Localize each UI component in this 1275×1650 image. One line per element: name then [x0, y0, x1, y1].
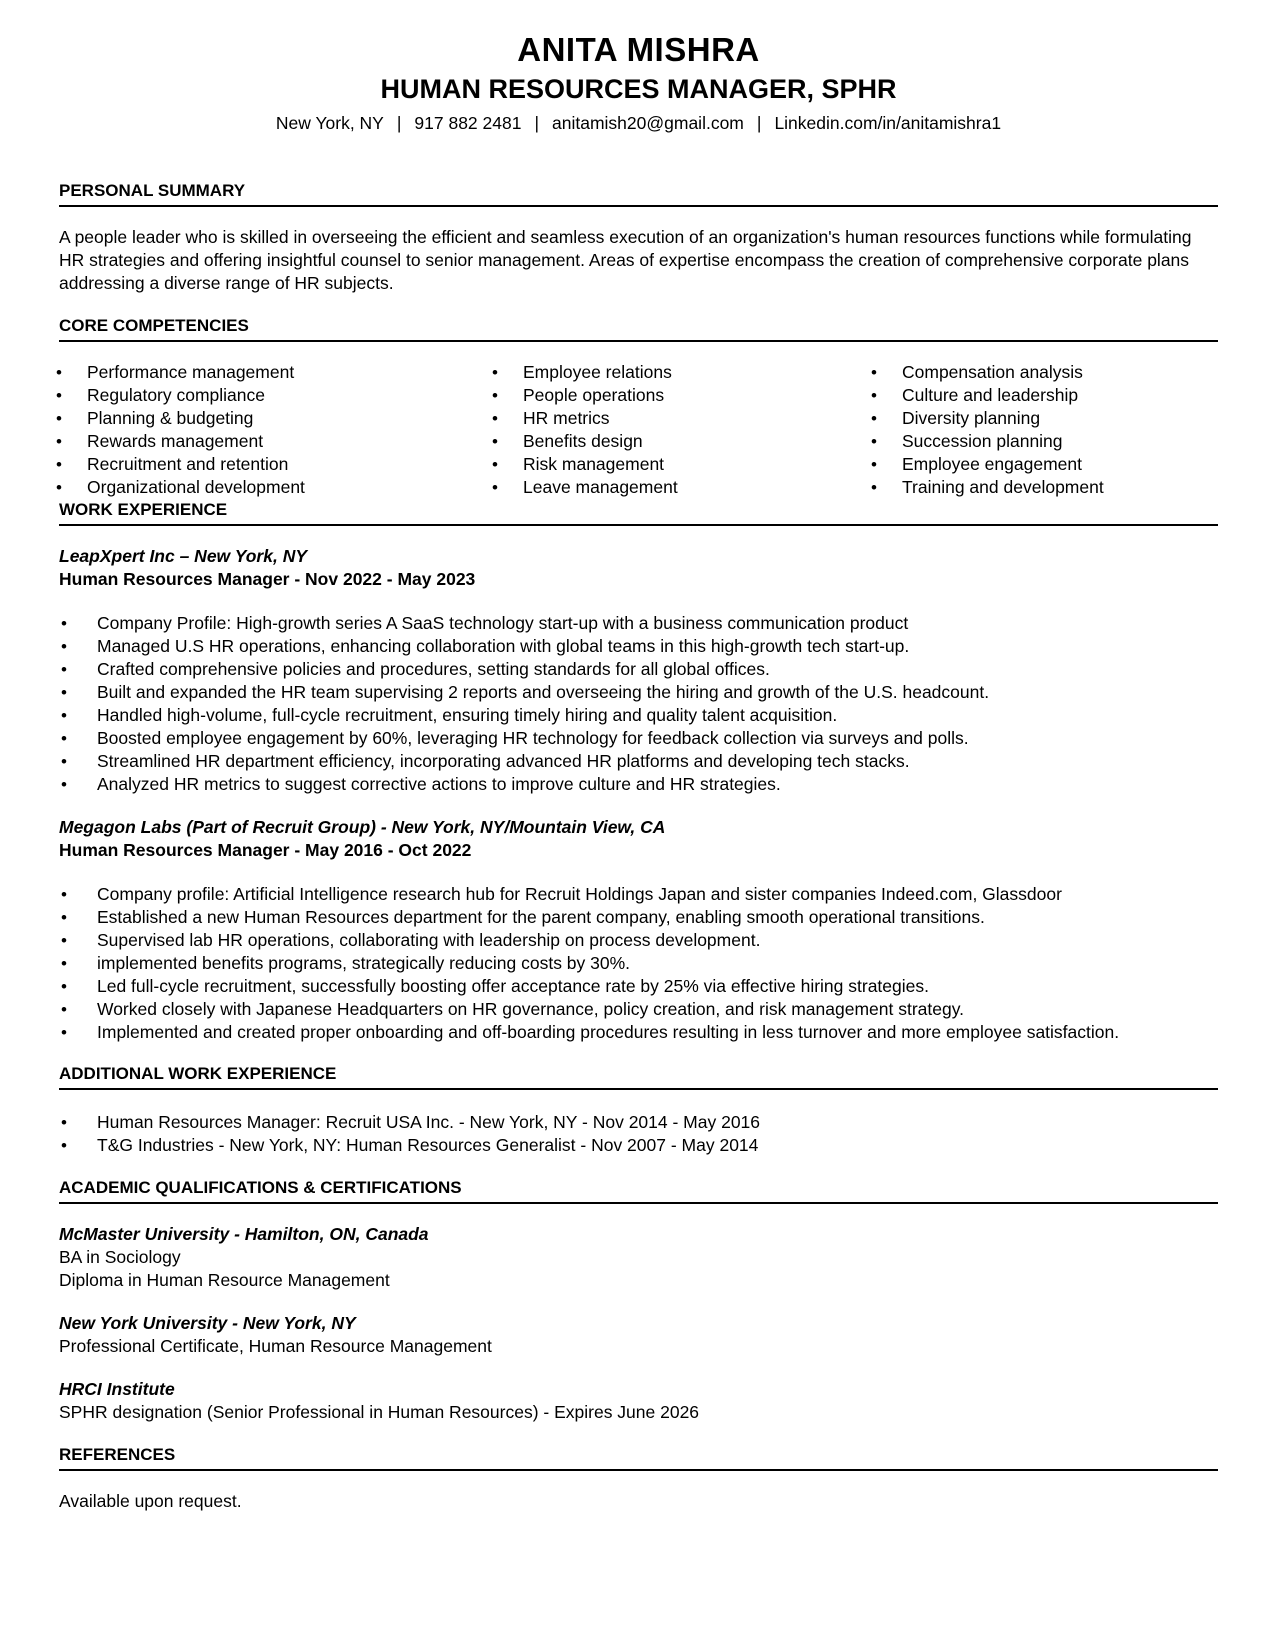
- education-entry: [59, 1378, 1218, 1424]
- list-item: • Implemented and created proper onboarding and off-boarding procedures resulting in less turnover and more employee satisfaction.: [59, 1021, 1149, 1044]
- job-company: LeapXpert Inc – New York, NY: [59, 546, 307, 566]
- education-credential: BA in Sociology: [59, 1247, 181, 1267]
- education-credential: SPHR designation (Senior Professional in Human Resources) - Expires June 2026: [59, 1402, 700, 1422]
- list-item: • Worked closely with Japanese Headquarters on HR governance, policy creation, and risk management strategy.: [59, 998, 1149, 1021]
- education-institution: New York University - New York, NY: [59, 1313, 356, 1333]
- list-item: • Employee engagement: [869, 453, 1104, 476]
- list-item: • Led full-cycle recruitment, successfully boosting offer acceptance rate by 25% via effective hiring strategies.: [59, 975, 1149, 998]
- list-item: • Human Resources Manager: Recruit USA Inc. - New York, NY - Nov 2014 - May 2016: [59, 1111, 1218, 1134]
- job-entry: [59, 816, 1218, 1044]
- job-company: Megagon Labs (Part of Recruit Group) - New York, NY/Mountain View, CA: [59, 817, 666, 837]
- list-item: • Compensation analysis: [869, 361, 1104, 384]
- contact-email[interactable]: anitamish20@gmail.com: [552, 113, 744, 133]
- list-item: • Regulatory compliance: [54, 384, 305, 407]
- list-item: • Streamlined HR department efficiency, incorporating advanced HR platforms and developing tech stacks.: [59, 750, 1218, 773]
- list-item: • Performance management: [54, 361, 305, 384]
- section-heading-competencies: CORE COMPETENCIES: [59, 315, 1218, 342]
- list-item: • Company profile: Artificial Intelligence research hub for Recruit Holdings Japan and sister companies Indeed.com, Glassdoor: [59, 883, 1149, 906]
- list-item: • Benefits design: [490, 430, 678, 453]
- list-item: • People operations: [490, 384, 678, 407]
- competencies-grid: [59, 361, 1218, 499]
- competencies-column-3: [869, 361, 1104, 499]
- list-item: • Analyzed HR metrics to suggest corrective actions to improve culture and HR strategies.: [59, 773, 1218, 796]
- list-item: • Succession planning: [869, 430, 1104, 453]
- job-bullets: [59, 612, 1218, 796]
- list-item: • Boosted employee engagement by 60%, leveraging HR technology for feedback collection via surveys and polls.: [59, 727, 1218, 750]
- list-item: • Rewards management: [54, 430, 305, 453]
- list-item: • Established a new Human Resources department for the parent company, enabling smooth operational transitions.: [59, 906, 1149, 929]
- section-heading-additional: ADDITIONAL WORK EXPERIENCE: [59, 1063, 1218, 1090]
- candidate-title: HUMAN RESOURCES MANAGER, SPHR: [380, 74, 897, 104]
- candidate-name: ANITA MISHRA: [517, 31, 760, 68]
- education-credential: Diploma in Human Resource Management: [59, 1270, 390, 1290]
- education-credential: Professional Certificate, Human Resource Management: [59, 1336, 492, 1356]
- list-item: • Training and development: [869, 476, 1104, 499]
- section-heading-experience: WORK EXPERIENCE: [59, 499, 1218, 526]
- list-item: • Company Profile: High-growth series A SaaS technology start-up with a business communication product: [59, 612, 1218, 635]
- job-entry: [59, 545, 1218, 796]
- education-institution: HRCI Institute: [59, 1379, 175, 1399]
- list-item: • Risk management: [490, 453, 678, 476]
- list-item: • Managed U.S HR operations, enhancing collaboration with global teams in this high-growth tech start-up.: [59, 635, 1218, 658]
- list-item: • Culture and leadership: [869, 384, 1104, 407]
- summary-text: A people leader who is skilled in overseeing the efficient and seamless execution of an organization's human resources functions while formulating HR strategies and offering insightful counsel to senior management. Areas of expertise encompass the creation of comprehensive corporate plans addressing a diverse range of HR subjects.: [59, 227, 1192, 293]
- education-institution: McMaster University - Hamilton, ON, Canada: [59, 1224, 429, 1244]
- list-item: • T&G Industries - New York, NY: Human Resources Generalist - Nov 2007 - May 2014: [59, 1134, 1218, 1157]
- list-item: • Crafted comprehensive policies and procedures, setting standards for all global offices.: [59, 658, 1218, 681]
- list-item: • Supervised lab HR operations, collaborating with leadership on process development.: [59, 929, 1149, 952]
- resume-page: [59, 30, 1218, 1513]
- job-role: Human Resources Manager - Nov 2022 - May 2023: [59, 569, 476, 589]
- list-item: • Diversity planning: [869, 407, 1104, 430]
- section-heading-education: ACADEMIC QUALIFICATIONS & CERTIFICATIONS: [59, 1177, 1218, 1204]
- section-heading-references: REFERENCES: [59, 1444, 1218, 1471]
- list-item: • Built and expanded the HR team supervising 2 reports and overseeing the hiring and growth of the U.S. headcount.: [59, 681, 1218, 704]
- list-item: • HR metrics: [490, 407, 678, 430]
- contact-separator: |: [756, 113, 762, 133]
- contact-location: New York, NY: [275, 113, 384, 133]
- job-bullets: [59, 883, 1149, 1044]
- list-item: • Employee relations: [490, 361, 678, 384]
- list-item: • Planning & budgeting: [54, 407, 305, 430]
- additional-list: [59, 1111, 1218, 1157]
- list-item: • Organizational development: [54, 476, 305, 499]
- contact-line: [59, 111, 1218, 135]
- section-heading-summary: PERSONAL SUMMARY: [59, 180, 1218, 207]
- education-entry: [59, 1312, 1218, 1358]
- contact-separator: |: [396, 113, 402, 133]
- references-text: Available upon request.: [59, 1491, 242, 1511]
- job-role: Human Resources Manager - May 2016 - Oct 2022: [59, 840, 472, 860]
- competencies-column-2: [490, 361, 678, 499]
- list-item: • Handled high-volume, full-cycle recruitment, ensuring timely hiring and quality talent acquisition.: [59, 704, 1218, 727]
- education-entry: [59, 1223, 1218, 1292]
- contact-linkedin[interactable]: Linkedin.com/in/anitamishra1: [774, 113, 1002, 133]
- contact-separator: |: [534, 113, 540, 133]
- list-item: • Leave management: [490, 476, 678, 499]
- list-item: • implemented benefits programs, strategically reducing costs by 30%.: [59, 952, 1149, 975]
- contact-phone: 917 882 2481: [414, 113, 522, 133]
- list-item: • Recruitment and retention: [54, 453, 305, 476]
- competencies-column-1: [54, 361, 305, 499]
